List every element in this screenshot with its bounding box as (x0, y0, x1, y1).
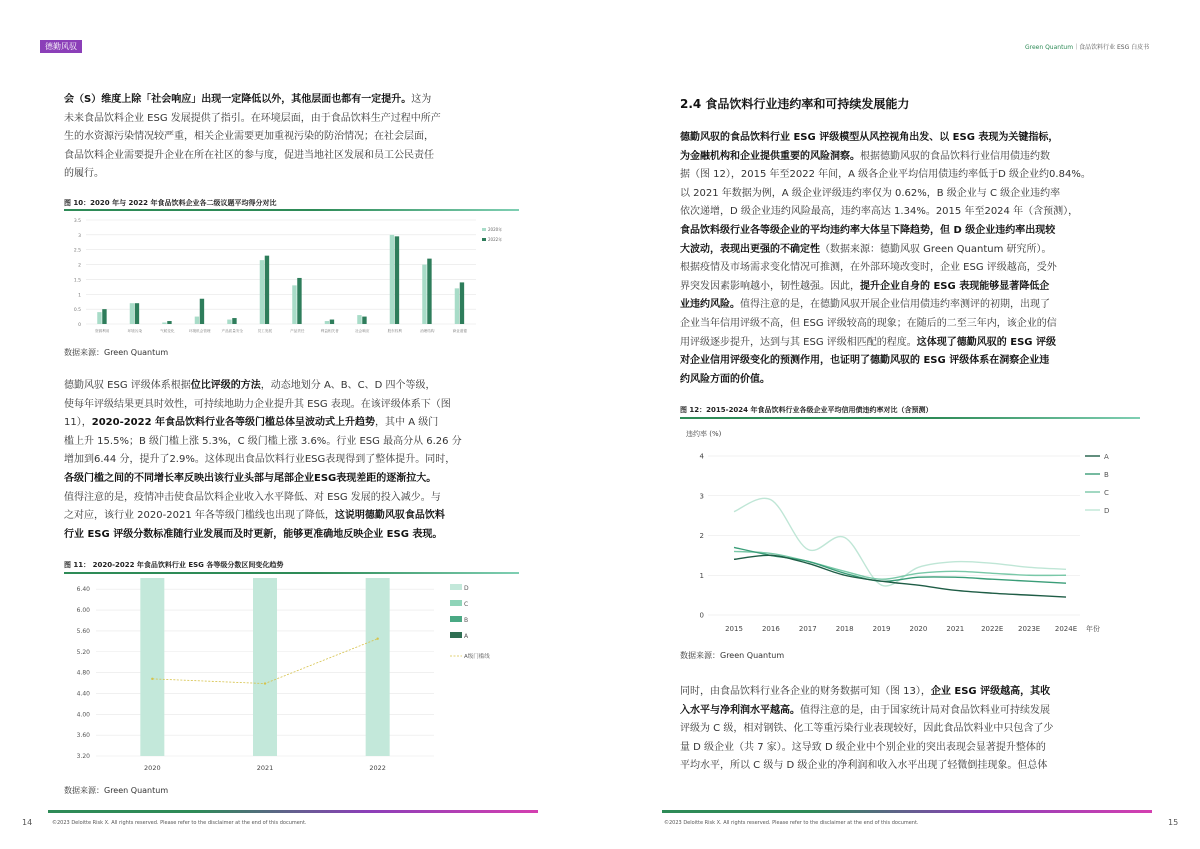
fig10-bar (162, 323, 166, 324)
fig10-xtick: 利益相关者 (320, 329, 339, 333)
fig10-xtick: 员工发展 (257, 329, 272, 333)
fig12-legend-label: A (1104, 453, 1109, 461)
fig10-xtick: 商业道德 (452, 329, 467, 333)
fig10-bar (297, 278, 301, 324)
fig11-legend-threshold-label: A级门槛线 (464, 654, 490, 660)
fig10-bar (102, 309, 106, 324)
fig11-bar-segment (253, 578, 277, 756)
fig11-rule (64, 572, 519, 574)
fig11-chart (64, 578, 519, 774)
fig10-bar (265, 256, 269, 324)
fig10-ytick: 0.5 (73, 308, 81, 314)
section-tag: 德勤风驭 (40, 40, 82, 53)
left-page-number: 14 (22, 818, 33, 827)
fig10-xtick: 环境污染 (127, 329, 142, 333)
fig11-threshold-point (376, 638, 378, 640)
fig10-bar (260, 260, 264, 324)
fig12-xtick: 2019 (872, 625, 891, 633)
fig10-legend-swatch (482, 238, 486, 241)
report-header: Green Quantum｜食品饮料行业 ESG 白皮书 (1025, 44, 1150, 51)
fig11-xtick: 2022 (369, 764, 386, 772)
fig10-xtick: 产品质量安全 (221, 329, 244, 333)
fig10-source: 数据来源：Green Quantum (64, 348, 169, 357)
fig12-ytick: 1 (699, 571, 704, 580)
fig12-xtick: 2022E (981, 625, 1004, 633)
fig12-legend-label: D (1104, 507, 1110, 515)
fig11-legend-swatch (450, 584, 462, 590)
right-footer-text: ©2023 Deloitte Risk X. All rights reserved. Please refer to the disclaimer at the end of this document. (664, 820, 919, 826)
fig10-xtick: 产品责任 (290, 329, 305, 333)
fig12-xlabel: 年份 (1086, 625, 1100, 633)
fig12-xtick: 2024E (1054, 625, 1078, 633)
fig11-legend-swatch (450, 616, 462, 622)
fig11-bar-segment (140, 578, 164, 756)
fig10-bar (135, 303, 139, 324)
fig12-line-D (734, 498, 1066, 586)
financial-paragraph: 同时，由食品饮料行业各企业的财务数据可知（图 13），企业 ESG 评级越高，其收 入水平与净利润水平越高。值得注意的是，由于国家统计局对食品饮料业可持续发展 评级为 C 级，相对钢铁、化工等重污染行业表现较好，因此食品饮料业中只包含了少 量 D 级企业（共 7 家）。这导致 D 级企业中个别企业的突出表现会显著提升整体的 平均水平，所以 C 级与 D 级企业的净利润和收入水平出现了轻微倒挂现象。但总体 (680, 686, 1054, 772)
fig11-legend-label: C (464, 601, 469, 608)
fig10-bar (292, 285, 296, 324)
fig10-bar (422, 265, 426, 324)
fig10-legend-swatch (482, 228, 486, 231)
fig10-bar (167, 321, 171, 324)
fig11-ytick: 4.00 (76, 711, 90, 719)
fig10-rule (64, 209, 519, 211)
right-page-number: 15 (1168, 818, 1179, 827)
fig10-bar (200, 299, 204, 324)
fig10-ytick: 1.5 (73, 278, 81, 284)
fig10-ytick: 3 (78, 233, 81, 239)
fig10-ytick: 1 (78, 293, 81, 299)
fig11-ytick: 5.20 (76, 648, 90, 656)
fig10-ytick: 2 (78, 263, 81, 269)
fig11-ytick: 5.60 (76, 627, 90, 635)
fig10-bar (427, 259, 431, 324)
fig11-legend-label: D (464, 585, 469, 592)
fig12-xtick: 2015 (725, 625, 743, 633)
fig11-ytick: 3.60 (76, 732, 90, 740)
fig12-legend-label: B (1104, 471, 1109, 479)
fig10-bar (325, 321, 329, 324)
fig10-legend-label: 2020年 (488, 227, 503, 232)
fig12-xtick: 2023E (1017, 625, 1041, 633)
fig10-bar (455, 288, 459, 324)
fig12-rule (680, 417, 1140, 419)
fig11-ytick: 4.40 (76, 690, 90, 698)
fig10-legend-label: 2022年 (488, 237, 503, 242)
fig10-xtick: 股东权利 (387, 329, 402, 333)
left-footer-text: ©2023 Deloitte Risk X. All rights reserved. Please refer to the disclaimer at the end of this document. (52, 820, 307, 826)
fig10-bar (357, 315, 361, 324)
fig11-bar-segment (366, 578, 390, 756)
fig12-xtick: 2020 (909, 625, 928, 633)
rating-paragraph: 德勤风驭 ESG 评级体系根据位比评级的方法，动态地划分 A、B、C、D 四个等级， 使每年评级结果更具时效性，可持续地助力企业提升其 ESG 表现。在该评级体系下（图 11），2020-2022 年食品饮料行业各等级门槛总体呈波动式上升趋势，其中 A 级门 槛上升 15.5%；B 级门槛上涨 5.3%，C 级门槛上涨 3.6%。行业 ESG 最高分从 6.26 分 增加到6.44 分，提升了2.9%。这体现出食品饮料行业ESG表现得到了整体提升。同时， 各级门槛之间的不同增长率反映出该行业头部与尾部企业ESG表现差距的逐渐拉大。 值得注意的是，疫情冲击使食品饮料企业收入水平降低、对 ESG 发展的投入减少。与 之对应，该行业 2020-2021 年各等级门槛线也出现了降低，这说明德勤风驭食品饮料 行业 ESG 评级分数标准随行业发展而及时更新，能够更准确地反映企业 ESG 表现。 (64, 380, 462, 540)
default-paragraph: 德勤风驭的食品饮料行业 ESG 评级模型从风控视角出发、以 ESG 表现为关键指标， 为金融机构和企业提供重要的风险洞察。根据德勤风驭的食品饮料行业信用债违约数 据（图 12），2015 年至2022 年间，A 级各企业平均信用债违约率低于D 级企业约0.84%。 以 2021 年数据为例，A 级企业评级违约率仅为 0.62%，B 级企业与 C 级企业违约率 依次递增，D 级企业违约风险最高，违约率高达 1.34%。2015 年至2024 年（含预测）， 食品饮料级行业各等级企业的平均违约率大体呈下降趋势，但 D 级企业违约率出现较 大波动，表现出更强的不确定性（数据来源：德勤风驭 Green Quantum 研究所）。 根据疫情及市场需求变化情况可推测，在外部环境改变时，企业 ESG 评级越高，受外 界突发因素影响越小，韧性越强。因此，提升企业自身的 ESG 表现能够显著降低企 业违约风险。值得注意的是，在德勤风驭开展企业信用债违约率测评的初期，出现了 企业当年信用评级不高，但 ESG 评级较高的现象；在随后的二至三年内，该企业的信 用评级逐步提升，达到与其 ESG 评级相匹配的程度。这体现了德勤风驭的 ESG 评级 对企业信用评级变化的预测作用，也证明了德勤风驭的 ESG 评级体系在洞察企业违 约风险方面的价值。 (680, 132, 1091, 385)
fig12-ytick: 4 (699, 452, 704, 461)
fig12-source: 数据来源：Green Quantum (680, 651, 785, 660)
fig11-title: 图 11： 2020-2022 年食品饮料行业 ESG 各等级分数区间变化趋势 (64, 561, 284, 569)
fig10-bar (330, 320, 334, 324)
fig12-chart (680, 422, 1140, 644)
fig12-xtick: 2021 (946, 625, 965, 633)
fig11-ytick: 3.20 (76, 753, 90, 760)
fig11-xtick: 2020 (144, 764, 161, 772)
fig11-threshold-point (151, 678, 153, 680)
fig10-xtick: 治理结构 (420, 329, 435, 333)
fig11-legend-label: A (464, 633, 469, 640)
right-footer-bar (662, 810, 1152, 813)
fig11-legend-swatch (450, 600, 462, 606)
fig10-bar (227, 320, 231, 324)
fig12-legend-label: C (1104, 489, 1109, 497)
fig10-xtick: 环境机会管理 (188, 329, 211, 333)
fig12-xtick: 2018 (835, 625, 854, 633)
fig12-xtick: 2017 (798, 625, 817, 633)
fig11-legend-swatch (450, 632, 462, 638)
fig10-xtick: 资源利用 (95, 329, 110, 333)
fig12-ytick: 0 (699, 611, 704, 620)
fig10-ytick: 2.5 (73, 248, 81, 254)
fig10-bar (395, 236, 399, 324)
fig10-chart (64, 214, 519, 334)
fig10-xtick: 气候变化 (160, 329, 175, 333)
fig10-bar (195, 317, 199, 324)
fig12-ytick: 2 (699, 532, 704, 540)
fig12-ylabel: 违约率 (%) (686, 430, 722, 438)
fig10-bar (232, 318, 236, 324)
fig11-ytick: 4.80 (76, 669, 90, 677)
fig10-title: 图 10：2020 年与 2022 年食品饮料企业各二级议题平均得分对比 (64, 199, 277, 207)
fig10-ytick: 0 (78, 323, 81, 328)
fig12-title: 图 12：2015-2024 年食品饮料行业各级企业平均信用债违约率对比（含预测） (680, 406, 933, 414)
fig11-xtick: 2021 (256, 764, 274, 772)
section-title: 2.4 食品饮料行业违约率和可持续发展能力 (680, 97, 910, 111)
left-footer-bar (48, 810, 538, 813)
fig10-bar (97, 312, 101, 324)
fig10-bar (130, 303, 134, 324)
fig12-ytick: 3 (699, 492, 704, 501)
fig10-bar (460, 282, 464, 324)
fig11-ytick: 6.00 (76, 607, 90, 615)
fig11-threshold-point (264, 682, 266, 684)
fig10-bar (390, 235, 394, 324)
fig10-bar (362, 317, 366, 324)
fig12-xtick: 2016 (761, 625, 780, 633)
fig11-source: 数据来源：Green Quantum (64, 786, 169, 795)
intro-paragraph: 会（S）维度上除「社会响应」出现一定降低以外，其他层面也都有一定提升。这为 未来食品饮料企业 ESG 发展提供了指引。在环境层面，由于食品饮料生产过程中所产 生的水资源污染情况较严重，相关企业需要更加重视污染的防治情况；在社会层面， 食品饮料企业需要提升企业在所在社区的参与度，促进当地社区发展和员工公民责任 的履行。 (64, 94, 441, 180)
fig10-xtick: 社会响应 (355, 329, 370, 333)
fig11-ytick: 6.40 (76, 586, 90, 594)
fig11-legend-label: B (464, 617, 469, 624)
fig10-ytick: 3.5 (73, 219, 81, 224)
